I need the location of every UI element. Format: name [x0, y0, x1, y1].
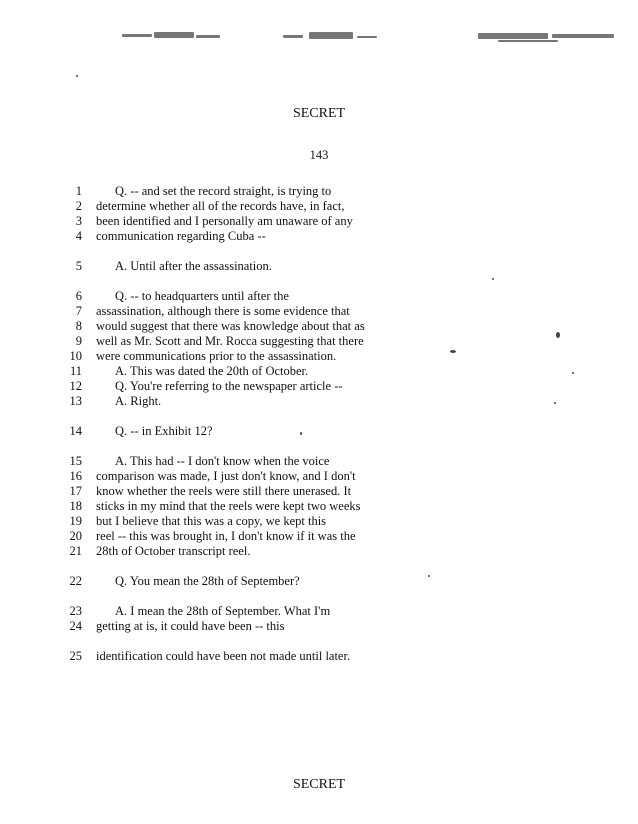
line-text: A. This was dated the 20th of October.: [115, 364, 309, 378]
scan-speck: [76, 75, 78, 77]
line-text: communication regarding Cuba --: [96, 229, 266, 243]
line-text: A. Until after the assassination.: [115, 259, 272, 273]
scan-noise-center: [283, 30, 383, 44]
line-text: determine whether all of the records have, in fact,: [96, 199, 345, 213]
line-number: 16: [69, 469, 82, 483]
line-number: 3: [75, 214, 82, 228]
line-text: sticks in my mind that the reels were kept two weeks: [96, 499, 361, 513]
scan-speck: [554, 402, 556, 404]
line-text: identification could have been not made until later.: [96, 649, 351, 663]
line-number: 20: [69, 529, 82, 543]
line-text: reel -- this was brought in, I don't know if it was the: [96, 529, 356, 543]
line-number: 7: [75, 304, 82, 318]
page-number: 143: [309, 148, 329, 162]
line-number: 15: [69, 454, 82, 468]
line-number: 2: [75, 199, 82, 213]
scan-speck: [556, 332, 560, 338]
line-text: assassination, although there is some evidence that: [96, 304, 350, 318]
scan-speck: [572, 372, 574, 374]
line-text: 28th of October transcript reel.: [96, 544, 251, 558]
line-number: 8: [75, 319, 82, 333]
line-number: 9: [75, 334, 82, 348]
scan-speck: [300, 432, 302, 435]
line-text: Q. -- to headquarters until after the: [115, 289, 289, 303]
scan-speck: [428, 575, 430, 577]
line-number: 19: [69, 514, 82, 528]
line-text: Q. -- and set the record straight, is trying to: [115, 184, 332, 198]
line-text: A. Right.: [115, 394, 162, 408]
line-number: 23: [69, 604, 82, 618]
line-number: 6: [75, 289, 82, 303]
line-number: 14: [69, 424, 82, 438]
line-number: 24: [69, 619, 82, 633]
scan-noise-right: [478, 30, 618, 44]
line-number: 11: [69, 364, 82, 378]
header-classification: SECRET: [292, 106, 346, 121]
line-text: Q. -- in Exhibit 12?: [115, 424, 213, 438]
line-number: 18: [69, 499, 82, 513]
line-number: 21: [69, 544, 82, 558]
line-number: 10: [69, 349, 82, 363]
scan-speck: [450, 350, 456, 353]
line-number: 4: [75, 229, 82, 243]
line-text: Q. You mean the 28th of September?: [115, 574, 300, 588]
line-number: 13: [69, 394, 82, 408]
line-number: 12: [69, 379, 82, 393]
scan-speck: [492, 278, 494, 280]
line-number: 5: [75, 259, 82, 273]
line-text: A. This had -- I don't know when the voice: [115, 454, 330, 468]
line-text: know whether the reels were still there unerased. It: [96, 484, 352, 498]
line-text: been identified and I personally am unaware of any: [96, 214, 353, 228]
line-number: 25: [69, 649, 82, 663]
line-number: 22: [69, 574, 82, 588]
line-number: 17: [69, 484, 82, 498]
line-number: 1: [75, 184, 82, 198]
line-text: getting at is, it could have been -- this: [96, 619, 285, 633]
line-text: well as Mr. Scott and Mr. Rocca suggesting that there: [96, 334, 364, 348]
footer-classification: SECRET: [292, 777, 346, 792]
line-text: but I believe that this was a copy, we kept this: [96, 514, 327, 528]
line-text: were communications prior to the assassination.: [96, 349, 337, 363]
line-text: Q. You're referring to the newspaper article --: [115, 379, 343, 393]
line-text: would suggest that there was knowledge about that as: [96, 319, 365, 333]
scan-noise-left: [122, 30, 222, 44]
line-text: A. I mean the 28th of September. What I'm: [115, 604, 331, 618]
line-text: comparison was made, I just don't know, and I don't: [96, 469, 356, 483]
